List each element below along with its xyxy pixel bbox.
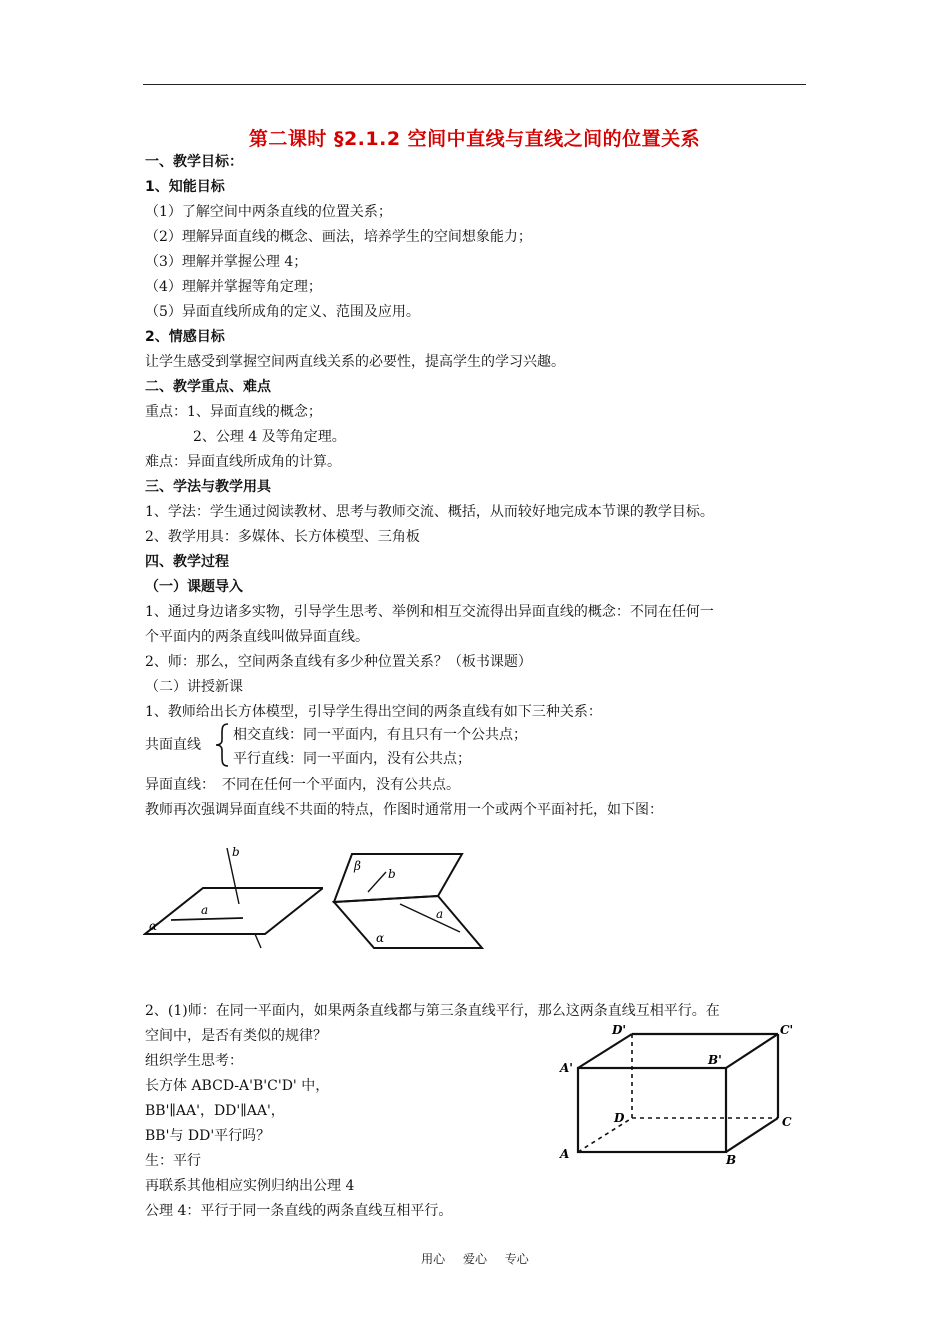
text-line: （3）理解并掌握公理 4； <box>145 254 308 270</box>
subheading-emotion: 2、情感目标 <box>145 329 225 345</box>
text-line: 组织学生思考： <box>145 1053 243 1069</box>
text-line: 1、教师给出长方体模型，引导学生得出空间的两条直线有如下三种关系： <box>145 704 602 720</box>
plane-label-beta: β <box>354 859 361 873</box>
vertex-label-b1: B' <box>708 1053 722 1067</box>
vertex-label-a: A <box>560 1147 570 1161</box>
page-title: 第二课时 §2.1.2 空间中直线与直线之间的位置关系 <box>248 128 701 150</box>
text-line: （5）异面直线所成角的定义、范围及应用。 <box>145 304 420 320</box>
vertex-label-b: B <box>726 1153 737 1167</box>
heading-objectives: 一、教学目标： <box>145 154 243 170</box>
line-label-b: b <box>388 867 396 881</box>
text-line: 1、学法：学生通过阅读教材、思考与教师交流、概括，从而较好地完成本节课的教学目标。 <box>145 504 714 520</box>
skew-lines-figure-two-planes <box>330 840 490 952</box>
vertex-label-d: D <box>614 1111 625 1125</box>
line-label-a: a <box>436 907 444 921</box>
text-line: 2、师：那么，空间两条直线有多少种位置关系？（板书课题） <box>145 654 532 670</box>
text-line: 让学生感受到掌握空间两直线关系的必要性，提高学生的学习兴趣。 <box>145 354 565 370</box>
text-line: 相交直线：同一平面内，有且只有一个公共点； <box>233 727 527 743</box>
text-line: 2、教学用具：多媒体、长方体模型、三角板 <box>145 529 420 545</box>
text-line: 1、通过身边诸多实物，引导学生思考、举例和相互交流得出异面直线的概念：不同在任何一 <box>145 604 714 620</box>
plane-label-alpha: α <box>376 931 385 945</box>
heading-methods: 三、学法与教学用具 <box>145 479 271 495</box>
subheading-new-lesson: （二）讲授新课 <box>145 679 243 695</box>
text-line: 教师再次强调异面直线不共面的特点，作图时通常用一个或两个平面衬托，如下图： <box>145 802 663 818</box>
text-line: 个平面内的两条直线叫做异面直线。 <box>145 629 369 645</box>
text-line: 重点：1、异面直线的概念； <box>145 404 322 420</box>
text-line: 2、公理 4 及等角定理。 <box>193 429 346 445</box>
text-line: BB'与 DD'平行吗？ <box>145 1128 271 1144</box>
cuboid-figure <box>556 1020 796 1170</box>
text-line: 平行直线：同一平面内，没有公共点； <box>233 751 471 767</box>
skew-lines-figure-one-plane <box>143 840 323 952</box>
vertex-label-c1: C' <box>780 1023 794 1037</box>
text-line: 2、(1)师：在同一平面内，如果两条直线都与第三条直线平行，那么这两条直线互相平行。在 <box>145 1003 720 1019</box>
line-label-b: b <box>232 845 240 859</box>
text-line: 生：平行 <box>145 1153 201 1169</box>
page-footer: 用心 爱心 专心 <box>421 1252 529 1266</box>
line-label-a: a <box>201 903 209 917</box>
brace-icon <box>214 722 230 768</box>
heading-key-points: 二、教学重点、难点 <box>145 379 271 395</box>
text-line: 空间中，是否有类似的规律？ <box>145 1028 327 1044</box>
heading-process: 四、教学过程 <box>145 554 229 570</box>
header-rule <box>143 84 806 85</box>
subheading-intro: （一）课题导入 <box>145 579 243 595</box>
subheading-knowledge: 1、知能目标 <box>145 179 225 195</box>
text-line: 再联系其他相应实例归纳出公理 4 <box>145 1178 355 1194</box>
text-line: 长方体 ABCD-A'B'C'D' 中， <box>145 1078 330 1094</box>
text-line: （1）了解空间中两条直线的位置关系； <box>145 204 392 220</box>
text-line: 异面直线： 不同在任何一个平面内，没有公共点。 <box>145 777 460 793</box>
text-line: （2）理解异面直线的概念、画法，培养学生的空间想象能力； <box>145 229 532 245</box>
text-line: 难点：异面直线所成角的计算。 <box>145 454 341 470</box>
axiom-4-text: 公理 4：平行于同一条直线的两条直线互相平行。 <box>145 1203 453 1219</box>
plane-label-alpha: α <box>149 919 158 933</box>
coplanar-label: 共面直线 <box>145 737 201 753</box>
vertex-label-d1: D' <box>612 1023 627 1037</box>
text-line: （4）理解并掌握等角定理； <box>145 279 322 295</box>
vertex-label-c: C <box>782 1115 792 1129</box>
vertex-label-a1: A' <box>560 1061 573 1075</box>
text-line: BB'∥AA'，DD'∥AA'， <box>145 1103 285 1119</box>
